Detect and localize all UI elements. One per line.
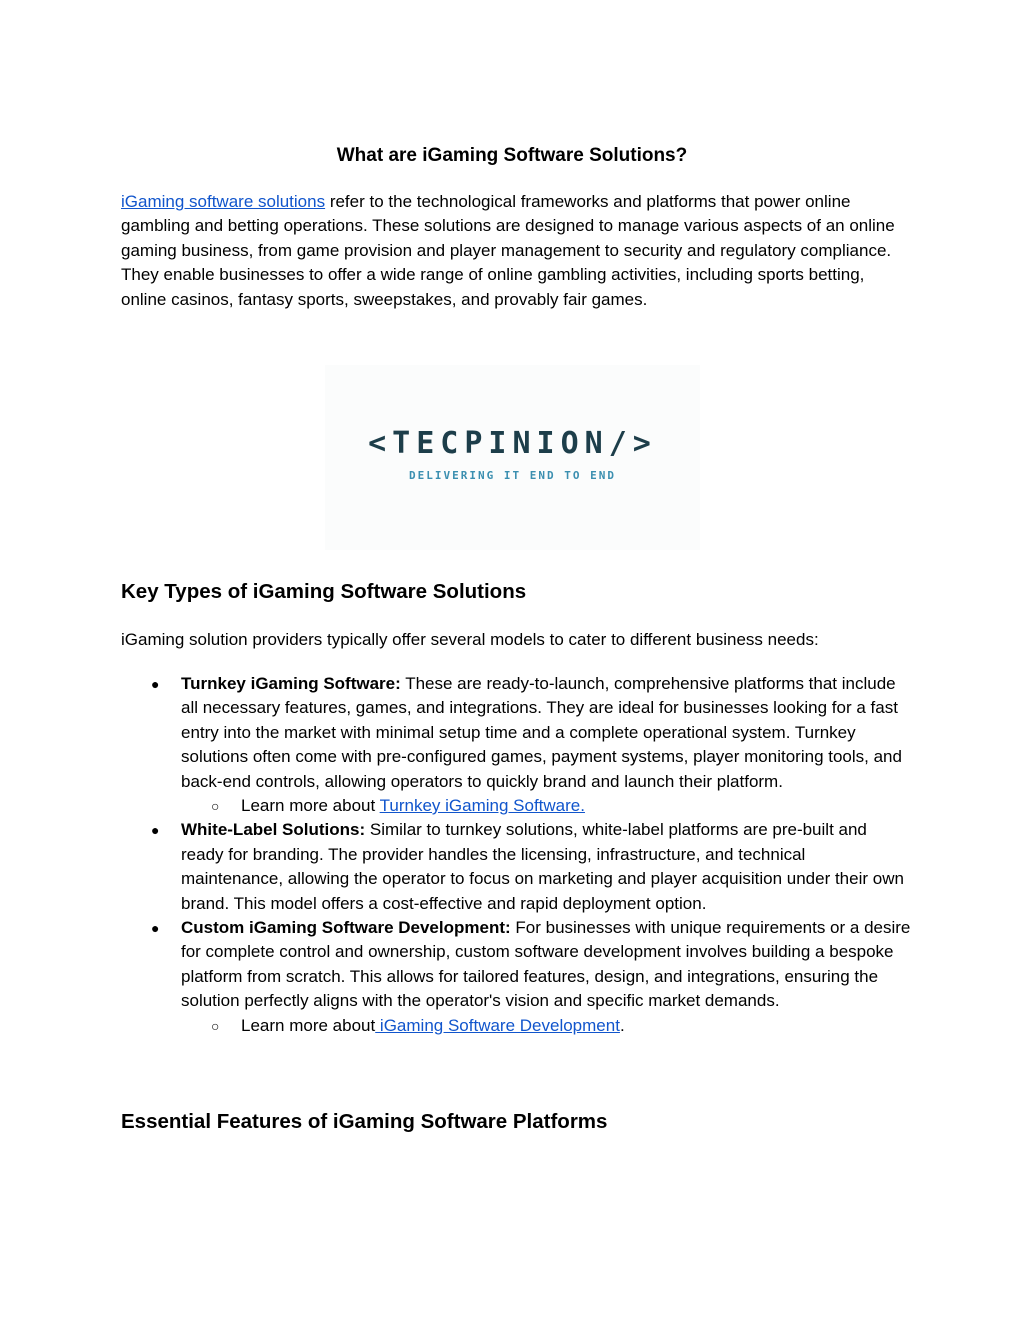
list-item-white-label [121, 818, 911, 916]
sub-item-turnkey-learn-more [121, 794, 911, 818]
learn-more-suffix: . [619, 1015, 625, 1035]
list-item-custom-development [121, 916, 911, 1014]
sub-item-development-learn-more [121, 1014, 911, 1038]
learn-more-text: Learn more about [241, 796, 380, 816]
item-text: These are ready-to-launch, comprehensive platforms that include all necessary features, games, and integrations. They are ideal for businesses looking for a fast entry into the market with minimal setup time and a complete operational system. Turnkey solutions often come with pre-configured games, payment systems, player monitoring tools, and back-end controls, allowing operators to quickly brand and launch their platform. [181, 674, 902, 791]
intro-paragraph [121, 190, 911, 312]
item-text: For businesses with unique requirements or a desire for complete control and ownership, custom software development involves building a bespoke platform from scratch. This allows for tailored features, design, and integrations, ensuring the solution perfectly aligns with the operator's vision and specific market demands. [181, 918, 911, 1011]
logo-tagline: DELIVERING IT END TO END [409, 468, 616, 482]
section-heading-essential-features: Essential Features of iGaming Software Platforms [121, 1110, 608, 1133]
hollow-bullet-icon: ○ [211, 1017, 220, 1034]
igaming-solutions-link[interactable]: iGaming software solutions [121, 192, 326, 211]
intro-text: refer to the technological frameworks and platforms that power online gambling and betting operations. These solutions are designed to manage various aspects of an online gaming business, from game provision and player management to security and regulatory compliance. They enable businesses to offer a wide range of online gambling activities, including sports betting, online casinos, fantasy sports, sweepstakes, and provably fair games. [121, 192, 895, 309]
tecpinion-logo [325, 365, 700, 550]
item-text: Similar to turnkey solutions, white-label platforms are pre-built and ready for branding. The provider handles the licensing, infrastructure, and technical maintenance, allowing the operator to focus on marketing and player acquisition under their own brand. This model offers a cost-effective and rapid deployment option. [181, 820, 904, 913]
software-development-link[interactable]: iGaming Software Development [375, 1015, 620, 1035]
learn-more-text: Learn more about [241, 1015, 376, 1035]
section-heading-key-types: Key Types of iGaming Software Solutions [121, 580, 527, 603]
turnkey-software-link[interactable]: Turnkey iGaming Software. [379, 796, 585, 816]
logo-wordmark: <TECPINION/> [368, 425, 657, 461]
item-title: Turnkey iGaming Software: [181, 674, 401, 693]
item-title: Custom iGaming Software Development: [181, 918, 511, 938]
list-item-turnkey [121, 672, 911, 794]
page-title: What are iGaming Software Solutions? [336, 145, 688, 166]
item-title: White-Label Solutions: [181, 820, 366, 840]
bullet-icon: ● [151, 920, 160, 937]
solution-types-list [121, 672, 911, 1038]
hollow-bullet-icon: ○ [211, 798, 220, 815]
bullet-icon: ● [151, 822, 160, 839]
section-lead: iGaming solution providers typically offer several models to cater to different business needs: [121, 630, 819, 649]
bullet-icon: ● [151, 676, 160, 692]
